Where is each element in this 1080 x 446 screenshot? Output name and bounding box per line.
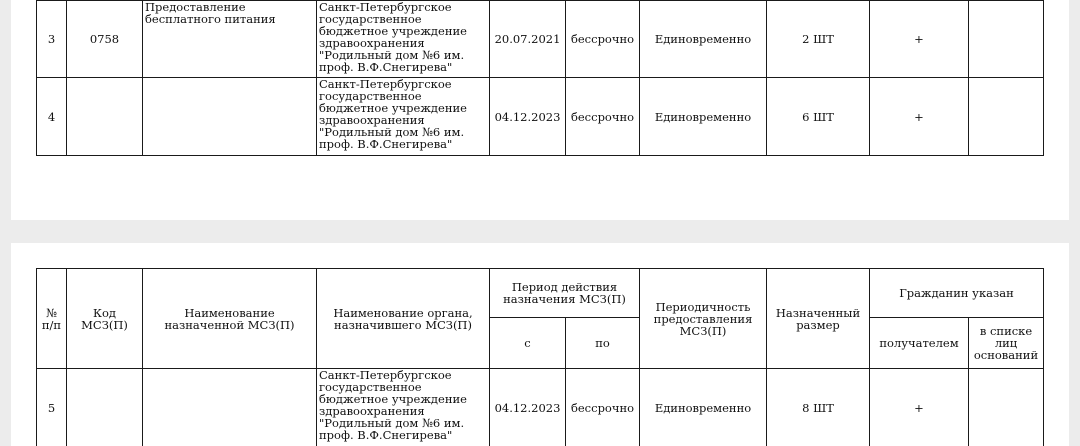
measure-code: 0758 bbox=[67, 1, 143, 78]
measure-code bbox=[67, 78, 143, 156]
table-header-row bbox=[37, 269, 1044, 318]
recipient-mark: + bbox=[870, 369, 969, 446]
header-citizen: Гражданин указан bbox=[870, 269, 1044, 318]
measure-name bbox=[143, 78, 317, 156]
organ-name: Санкт-Петербургское государственное бюджетное учреждение здравоохранения "Родильный дом №6 им. проф. В.Ф.Снегирева" bbox=[317, 78, 490, 156]
period-to: бессрочно bbox=[566, 78, 640, 156]
period-to: бессрочно bbox=[566, 369, 640, 446]
recipient-mark: + bbox=[870, 78, 969, 156]
header-from: с bbox=[490, 318, 566, 369]
header-size: Назначенный размер bbox=[767, 269, 870, 369]
organ-name: Санкт-Петербургское государственное бюджетное учреждение здравоохранения "Родильный дом №6 им. проф. В.Ф.Снегирева" bbox=[317, 369, 490, 446]
measures-table bbox=[36, 268, 1044, 446]
table-row bbox=[37, 369, 1044, 446]
periodicity: Единовременно bbox=[640, 369, 767, 446]
basis-mark bbox=[969, 369, 1044, 446]
header-organ: Наименование органа, назначившего МСЗ(П) bbox=[317, 269, 490, 369]
header-name: Наименование назначенной МСЗ(П) bbox=[143, 269, 317, 369]
basis-mark bbox=[969, 1, 1044, 78]
assigned-size: 6 ШТ bbox=[767, 78, 870, 156]
period-from: 04.12.2023 bbox=[490, 78, 566, 156]
document-page-1 bbox=[11, 0, 1069, 220]
period-from: 20.07.2021 bbox=[490, 1, 566, 78]
header-period: Период действия назначения МСЗ(П) bbox=[490, 269, 640, 318]
header-to: по bbox=[566, 318, 640, 369]
basis-mark bbox=[969, 78, 1044, 156]
period-to: бессрочно bbox=[566, 1, 640, 78]
header-code: Код МСЗ(П) bbox=[67, 269, 143, 369]
measures-table-continued bbox=[36, 0, 1044, 156]
document-page-2 bbox=[11, 243, 1069, 446]
period-from: 04.12.2023 bbox=[490, 369, 566, 446]
table-row bbox=[37, 1, 1044, 78]
table-row bbox=[37, 78, 1044, 156]
header-periodicity: Периодичность предоставления МСЗ(П) bbox=[640, 269, 767, 369]
row-number: 5 bbox=[37, 369, 67, 446]
header-recipient: получателем bbox=[870, 318, 969, 369]
measure-name bbox=[143, 369, 317, 446]
row-number: 4 bbox=[37, 78, 67, 156]
recipient-mark: + bbox=[870, 1, 969, 78]
row-number: 3 bbox=[37, 1, 67, 78]
header-num: № п/п bbox=[37, 269, 67, 369]
periodicity: Единовременно bbox=[640, 78, 767, 156]
assigned-size: 2 ШТ bbox=[767, 1, 870, 78]
organ-name: Санкт-Петербургское государственное бюджетное учреждение здравоохранения "Родильный дом №6 им. проф. В.Ф.Снегирева" bbox=[317, 1, 490, 78]
assigned-size: 8 ШТ bbox=[767, 369, 870, 446]
periodicity: Единовременно bbox=[640, 1, 767, 78]
header-basis: в списке лиц оснований bbox=[969, 318, 1044, 369]
measure-code bbox=[67, 369, 143, 446]
measure-name: Предоставление бесплатного питания bbox=[143, 1, 317, 78]
